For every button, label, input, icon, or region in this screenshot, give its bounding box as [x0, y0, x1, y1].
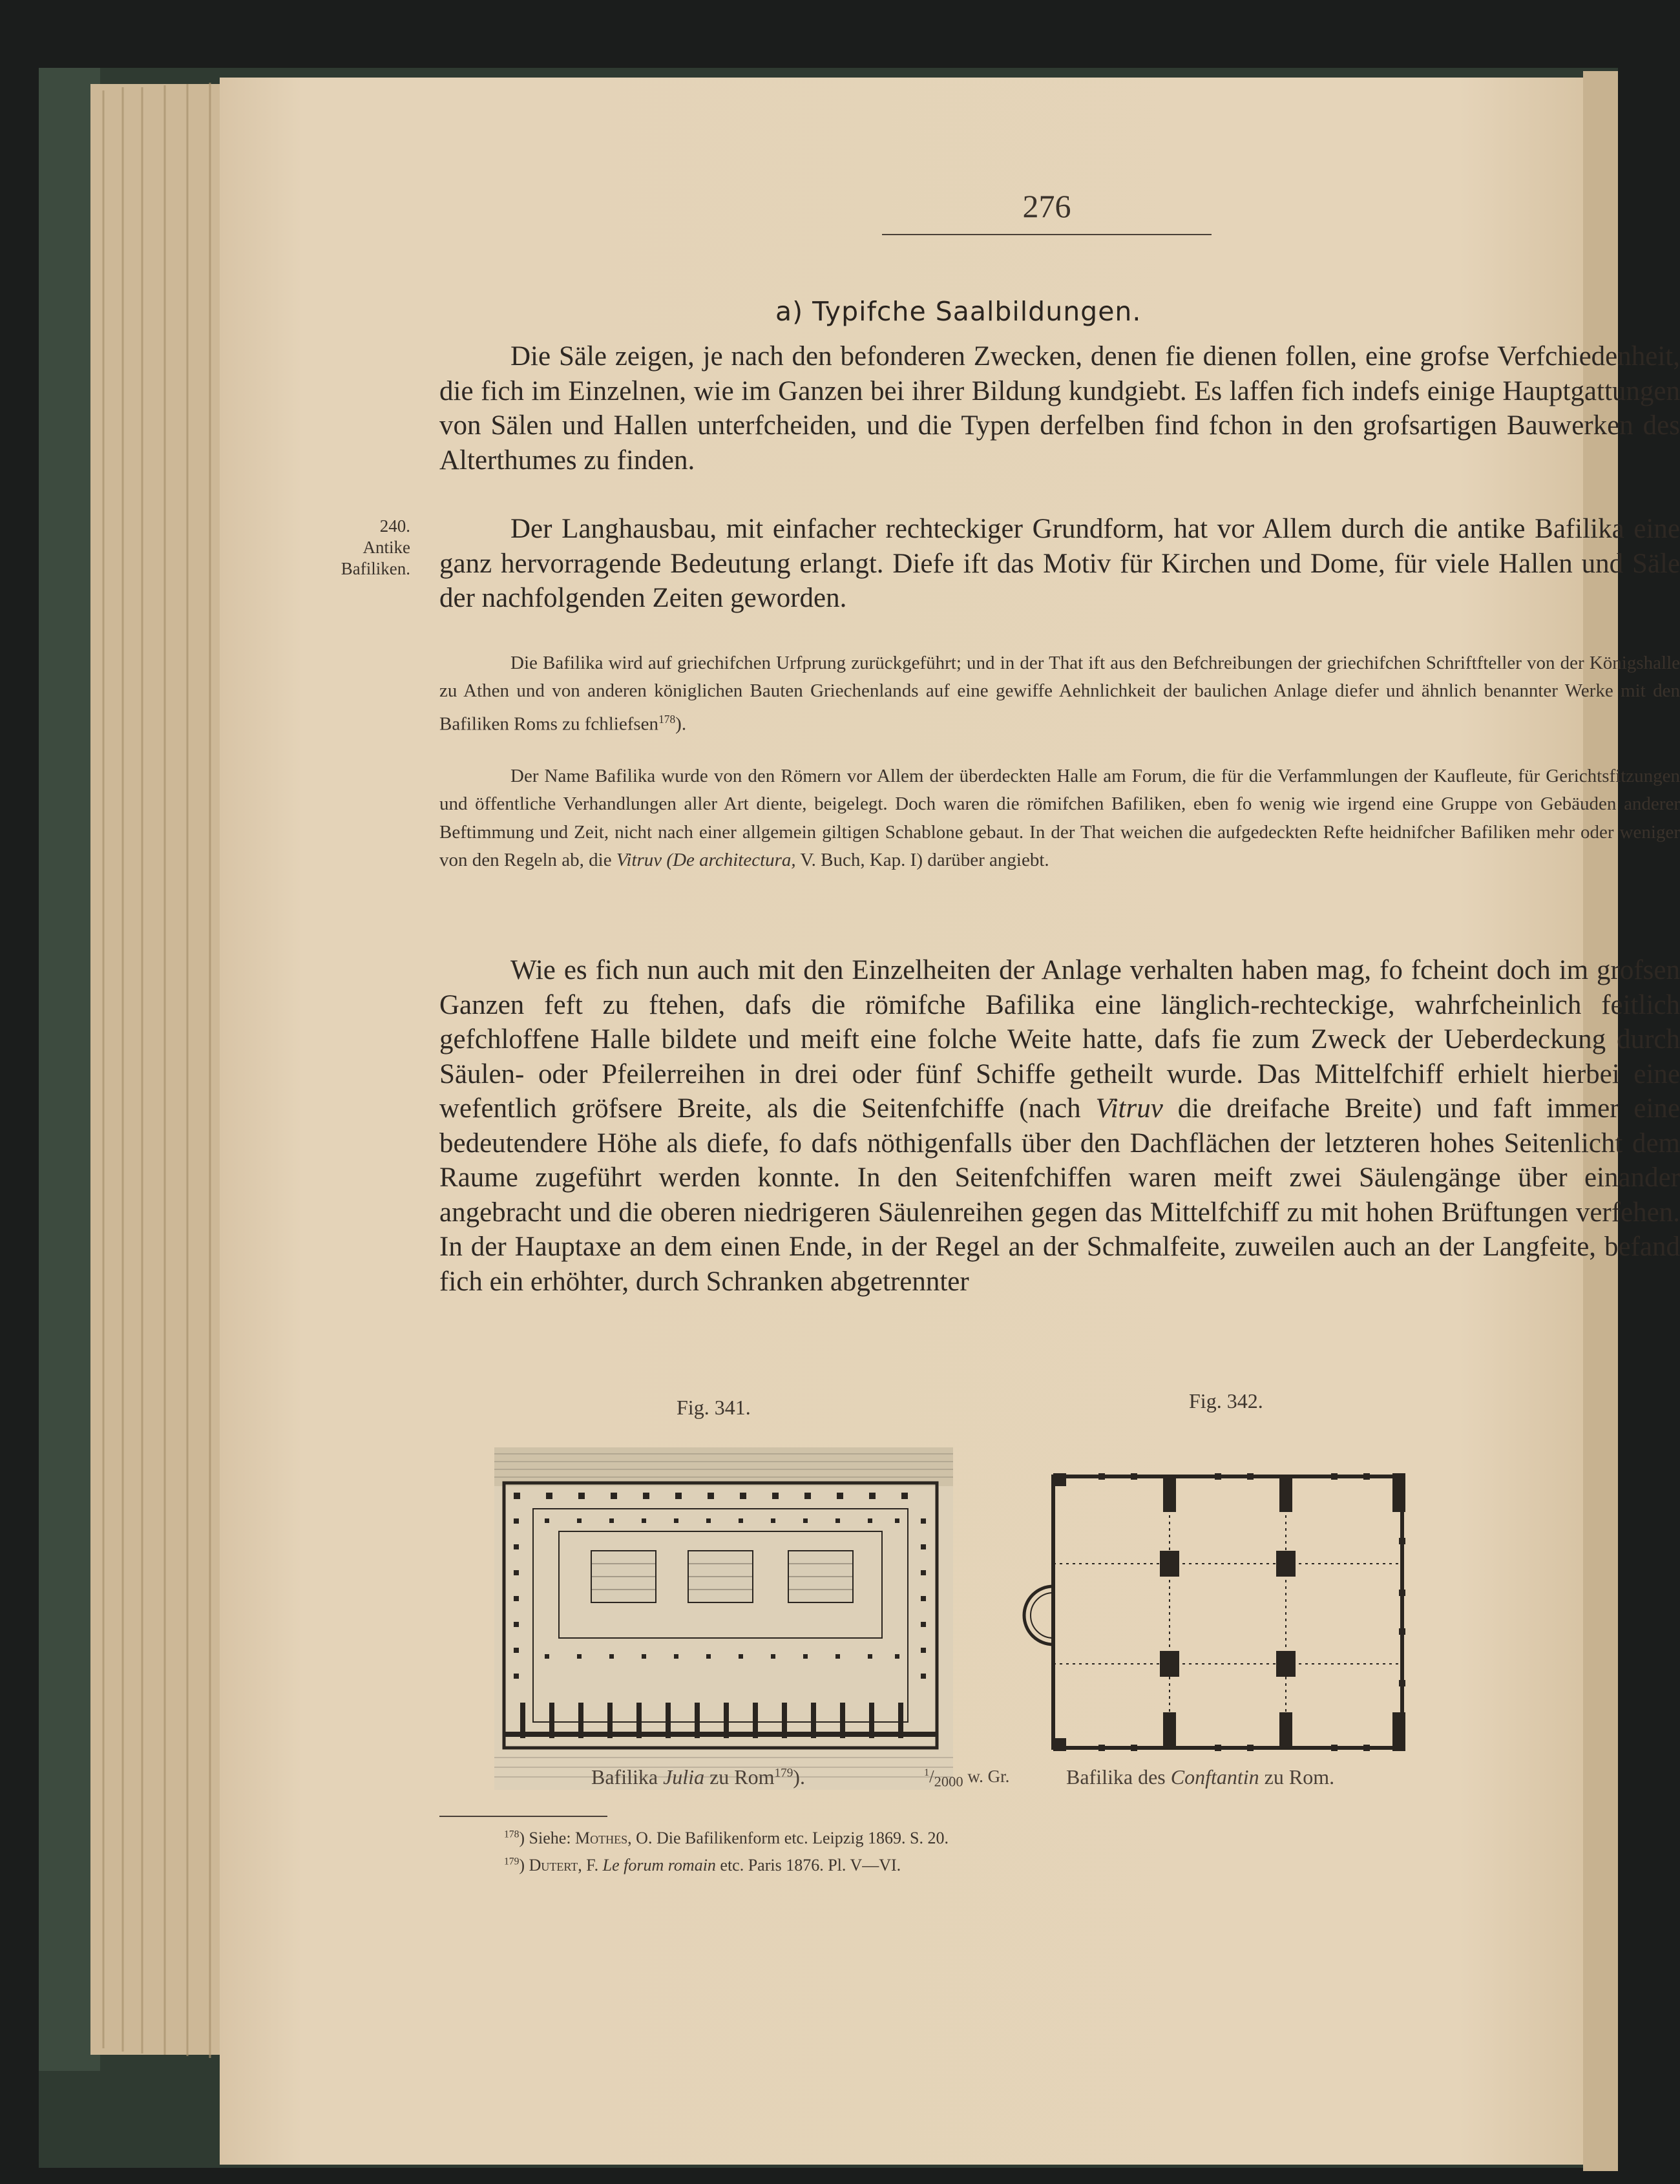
- caption-342-pre: Bafilika des: [1066, 1765, 1166, 1789]
- book-page: [220, 78, 1680, 2165]
- paragraph-3-author: Vitruv: [1095, 1093, 1163, 1124]
- figure-342-label: Fig. 342.: [1189, 1389, 1263, 1412]
- caption-342-name: Conftantin: [1170, 1765, 1259, 1789]
- small-paragraph-2-end: V. Buch, Kap. I) darüber angiebt.: [800, 850, 1049, 871]
- footnote-179: [504, 1856, 901, 1875]
- page-number: 276: [1022, 188, 1071, 224]
- footnote-179-number: 179: [504, 1856, 520, 1867]
- margin-note-title-1: Antike: [362, 538, 410, 557]
- scale-text: w. Gr.: [967, 1767, 1010, 1786]
- margin-note-title-2: Bafiliken.: [341, 559, 410, 578]
- footnote-179-title: Le forum romain: [602, 1856, 716, 1874]
- footnote-ref-178: 178: [658, 712, 676, 726]
- paragraph-1: Die Säle zeigen, je nach den befonderen Zwecken, denen fie dienen follen, eine grofse Verfchiedenheit, die fich im Einzelnen, wie im Ganzen bei ihrer Bildung kundgiebt. Es laffen fich indefs einige Hauptgattungen von Sälen und Hallen unterfcheiden, und die Typen derfelben find fchon in den grofsartigen Bauwerken des Alterthumes zu finden.: [439, 341, 1680, 476]
- paragraph-3: [439, 953, 1680, 1299]
- small-paragraph-2-text: Der Name Bafilika wurde von den Römern vor Allem der überdeckten Halle am Forum, die für die Verfammlungen der Kaufleute, für Gerichtsfitzungen und öffentliche Verhandlungen aller Art diente, beigelegt. Doch waren die römifchen Bafiliken, eben fo wenig wie irgend eine Gruppe von Gebäuden anderer Beftimmung und Zeit, nicht nach einer allgemein giltigen Schablone gebaut. In der That weichen die aufgedeckten Refte heidnifcher Bafiliken mehr oder weniger von den Regeln ab, die: [439, 766, 1680, 871]
- small-paragraph-1: [439, 649, 1680, 739]
- caption-341-end: ).: [793, 1765, 805, 1789]
- margin-note-number: 240.: [379, 516, 410, 536]
- footnote-178-number: 178: [504, 1829, 520, 1840]
- footnote-rule: [439, 1816, 607, 1817]
- figure-341-caption: [591, 1765, 805, 1789]
- scale-numerator: 1: [924, 1767, 930, 1778]
- paragraph-3-part2: die dreifache Breite) und faft immer eine bedeutendere Höhe als diefe, fo dafs nöthigenfalls über den Dachflächen der letzteren hohes Seitenlicht dem Raume zugeführt werden konnte. In den Seitenfchiffen waren meift zwei Säulengänge über einander angebracht und die oberen niedrigeren Säulenreihen gegen das Mittelfchiff zu mit hohen Brüftungen verfehen. In der Hauptaxe an dem einen Ende, in der Regel an der Schmalfeite, zuweilen auch an der Langfeite, befand fich ein erhöhter, durch Schranken abgetrennter: [439, 1093, 1680, 1297]
- section-heading: a) Typifche Saalbildungen.: [775, 296, 1142, 327]
- paragraph-2: Der Langhausbau, mit einfacher rechteckiger Grundform, hat vor Allem durch die antike Bafilika eine ganz hervorragende Bedeutung erlangt. Diefe ift das Motiv für Kirchen und Dome, für viele Hallen und Säle der nachfolgenden Zeiten geworden.: [439, 514, 1680, 613]
- caption-342-post: zu Rom.: [1264, 1765, 1335, 1789]
- margin-note: [333, 516, 410, 580]
- footnote-179-text-b: F.: [586, 1856, 599, 1874]
- figure-342-caption: [1066, 1765, 1334, 1789]
- page-number-rule: [882, 234, 1212, 235]
- footnote-178-author: Mothes,: [575, 1829, 632, 1847]
- footnote-ref-179: 179: [774, 1766, 793, 1780]
- footnote-179-author: Dutert,: [529, 1856, 582, 1874]
- small-paragraph-1-end: ).: [675, 713, 687, 735]
- small-paragraph-1-text: Die Bafilika wird auf griechifchen Urfprung zurückgeführt; und in der That ift aus den Befchreibungen der griechifchen Schriftfteller von der Königshalle zu Athen und von anderen königlichen Bauten Griechenlands auf eine gewiffe Aehnlichkeit der baulichen Anlage diefer und ähnlich benannter Werke mit den Bafiliken Roms zu fchliefsen: [439, 653, 1680, 735]
- small-paragraph-2: [439, 762, 1680, 875]
- paragraph-3-part1: Wie es fich nun auch mit den Einzelheiten der Anlage verhalten haben mag, fo fcheint doch im grofsen Ganzen feft zu ftehen, dafs die römifche Bafilika eine länglich-rechteckige, wahrfcheinlich feitlich gefchloffene Halle bildete und meift eine folche Weite hatte, dafs fie zum Zweck der Ueberdeckung durch Säulen- oder Pfeilerreihen in drei oder fünf Schiffe getheilt wurde. Das Mittelfchiff erhielt hierbei eine wefentlich gröfsere Breite, als die Seitenfchiffe (nach: [439, 955, 1680, 1124]
- caption-341-pre: Bafilika: [591, 1765, 658, 1789]
- caption-341-post: zu Rom: [709, 1765, 775, 1789]
- footnote-178-text-b: O. Die Bafilikenform etc. Leipzig 1869. S. 20.: [636, 1829, 949, 1847]
- footnote-179-text-a: ): [519, 1856, 525, 1874]
- scale-denominator: 2000: [934, 1773, 963, 1790]
- caption-341-name: Julia: [663, 1765, 705, 1789]
- scale-note: $^1/_{2000}$ w. Gr.: [924, 1767, 1010, 1790]
- figure-342-plan: [1008, 1460, 1460, 1777]
- figure-341-plan: [494, 1447, 953, 1790]
- small-paragraph-2-work: (De architectura,: [666, 850, 796, 871]
- footnote-178: [504, 1829, 949, 1848]
- footnote-179-text-c: etc. Paris 1876. Pl. V—VI.: [720, 1856, 901, 1874]
- footnote-178-text-a: ) Siehe:: [519, 1829, 571, 1847]
- figure-341-label: Fig. 341.: [677, 1396, 751, 1419]
- small-paragraph-2-author: Vitruv: [616, 850, 662, 871]
